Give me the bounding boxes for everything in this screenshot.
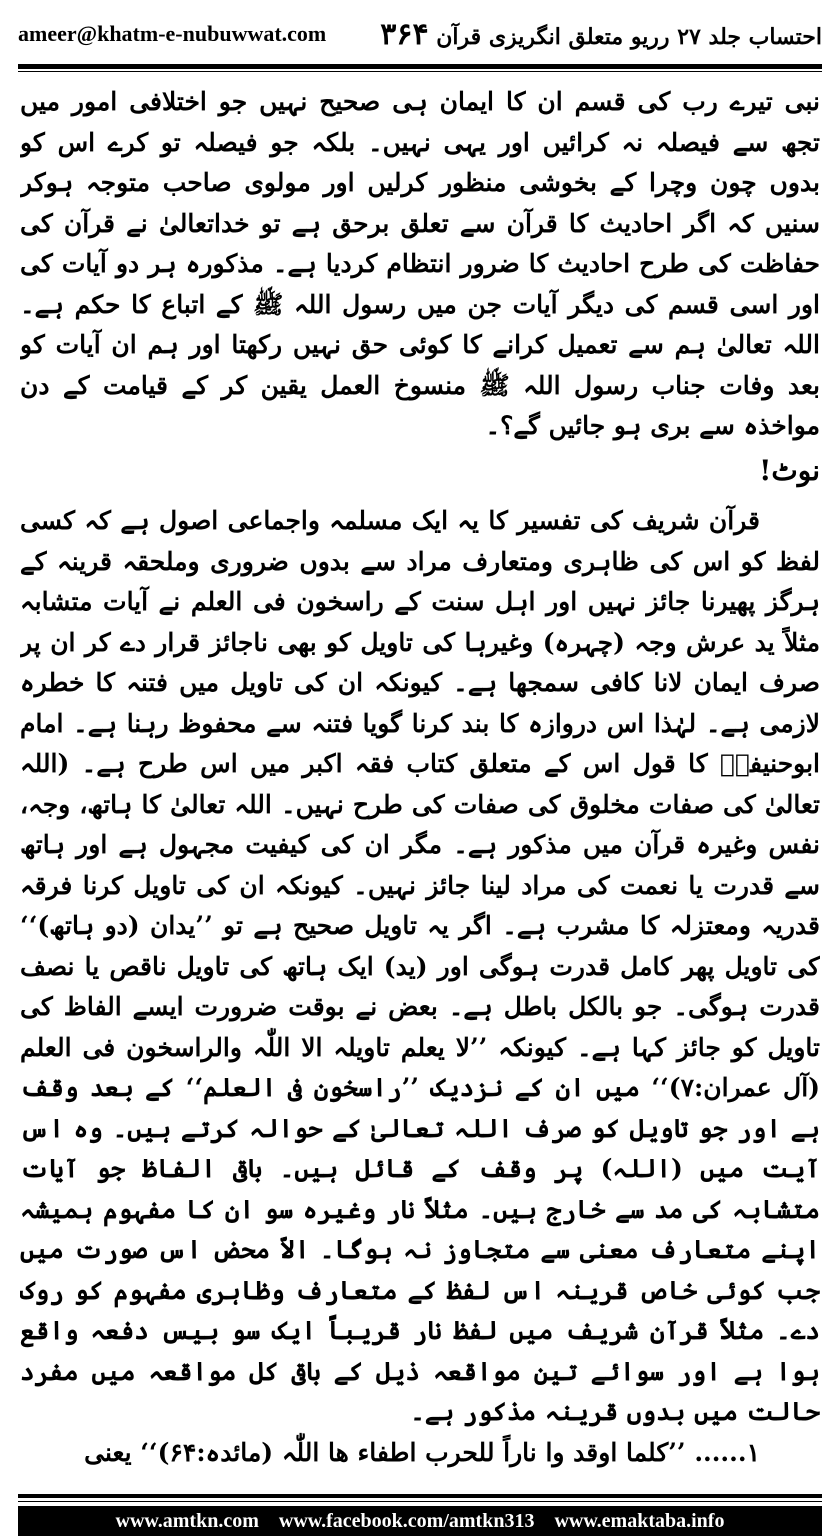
header-email[interactable]: ameer@khatm-e-nubuwwat.com bbox=[18, 21, 327, 46]
paragraph-2: قرآن شریف کی تفسیر کا یہ ایک مسلمہ واجماعی اصول ہے کہ کسی لفظ کو اس کی ظاہری ومتعارف مراد سے بدوں ضروری وملحقہ قرینہ کے ہرگز پھیرنا جائز نہیں اور اہل سنت کے راسخون فی العلم نے آیات متشابہ مثلاً ید عرش وجہ (چہرہ) وغیرہا کی تاویل کو بھی ناجائز قرار دے کر ان پر صرف ایمان لانا کافی سمجھا ہے۔ کیونکہ ان کی تاویل میں فتنہ کا خطرہ لازمی ہے۔ لہٰذا اس دروازہ کا بند کرنا گویا فتنہ سے محفوظ رہنا ہے۔ امام ابوحنیفہؒ کا قول اس کے متعلق کتاب فقہ اکبر میں اس طرح ہے۔ (اللہ تعالیٰ کی صفات مخلوق کی صفات کی طرح نہیں۔ اللہ تعالیٰ کا ہاتھ، وجہ، نفس وغیرہ قرآن میں مذکور ہے۔ مگر ان کی کیفیت مجہول ہے اور ہاتھ سے قدرت یا نعمت کی مراد لینا جائز نہیں۔ کیونکہ ان کی تاویل کرنا فرقہ قدریہ ومعتزلہ کا مشرب ہے۔ اگر یہ تاویل صحیح ہے تو ’’یدان (دو ہاتھ)‘‘ کی تاویل پھر کامل قدرت ہوگی اور (ید) ایک ہاتھ کی تاویل ناقص یا نصف قدرت ہوگی۔ جو بالکل باطل ہے۔ بعض نے بوقت ضرورت ایسے الفاظ کی تاویل کو جائز کہا ہے۔ کیونکہ ’’لا یعلم تاویلہ الا اللّٰہ والراسخون فی العلم (آل عمران:۷)‘‘ میں ان کے نزدیک ’’راسخون فی العلم‘‘ کے بعد وقف ہے اور جو تاویل کو صرف اللہ تعالیٰ کے حوالہ کرتے ہیں۔ وہ اس آیت میں (اللہ) پر وقف کے قائل ہیں۔ باقی الفاظ جو آیات متشابہ کی مد سے خارج ہیں۔ مثلاً نار وغیرہ سو ان کا مفہوم ہمیشہ اپنے متعارف معنی سے متجاوز نہ ہوگا۔ الاّ محض اس صورت میں جب کوئی خاص قرینہ اس لفظ کے متعارف وظاہری مفہوم کو روک دے۔ مثلاً قرآن شریف میں لفظ نار قریباً ایک سو بیس دفعہ واقع ہوا ہے اور سوائے تین مواقعہ ذیل کے باقی کل مواقعہ میں مفرد حالت میں بدوں قرینہ مذکور ہے۔ bbox=[20, 506, 820, 1426]
note-heading: نوٹ! bbox=[759, 453, 820, 487]
header-rule-thick bbox=[18, 64, 822, 69]
footer-rule-thick bbox=[18, 1494, 822, 1498]
footer-link-emaktaba[interactable]: www.emaktaba.info bbox=[554, 1509, 725, 1532]
page-header bbox=[18, 8, 822, 60]
footer-bar bbox=[18, 1506, 822, 1536]
page-number: ۳۶۴ bbox=[380, 16, 429, 52]
list-item-1: ۱...... ’’کلما اوقد وا ناراً للحرب اطفاء ھا اللّٰہ (مائدہ:۶۴)‘‘ یعنی bbox=[84, 1437, 760, 1467]
header-rule-thin bbox=[18, 71, 822, 72]
header-right bbox=[362, 17, 822, 52]
paragraph-1: نبی تیرے رب کی قسم ان کا ایمان ہی صحیح نہیں جو اختلافی امور میں تجھ سے فیصلہ نہ کرائیں اور یہی نہیں۔ بلکہ جو فیصلہ تو کرے اس کو بدوں چون وچرا کے بخوشی منظور کرلیں اور مولوی صاحب متوجہ ہوکر سنیں کہ اگر احادیث کا قرآن سے تعلق برحق ہے تو خداتعالیٰ نے قرآن کی حفاظت کی طرح احادیث کا ضرور انتظام کردیا ہے۔ مذکورہ ہر دو آیات کی اور اسی قسم کی دیگر آیات جن میں رسول اللہ ﷺ کے اتباع کا حکم ہے۔ اللہ تعالیٰ ہم سے تعمیل کرانے کا کوئی حق نہیں رکھتا اور ہم ان آیات کو بعد وفات جناب رسول اللہ ﷺ منسوخ العمل یقین کر کے قیامت کے دن مواخذہ سے بری ہو جائیں گے؟۔ bbox=[20, 87, 820, 440]
page-body bbox=[20, 82, 820, 1470]
footer-rule-thin bbox=[18, 1501, 822, 1502]
footer-link-amtkn[interactable]: www.amtkn.com bbox=[115, 1509, 259, 1532]
header-title: احتساب جلد ۲۷ رریو متعلق انگریزی قرآن bbox=[436, 23, 822, 50]
footer-link-facebook[interactable]: www.facebook.com/amtkn313 bbox=[278, 1509, 535, 1532]
